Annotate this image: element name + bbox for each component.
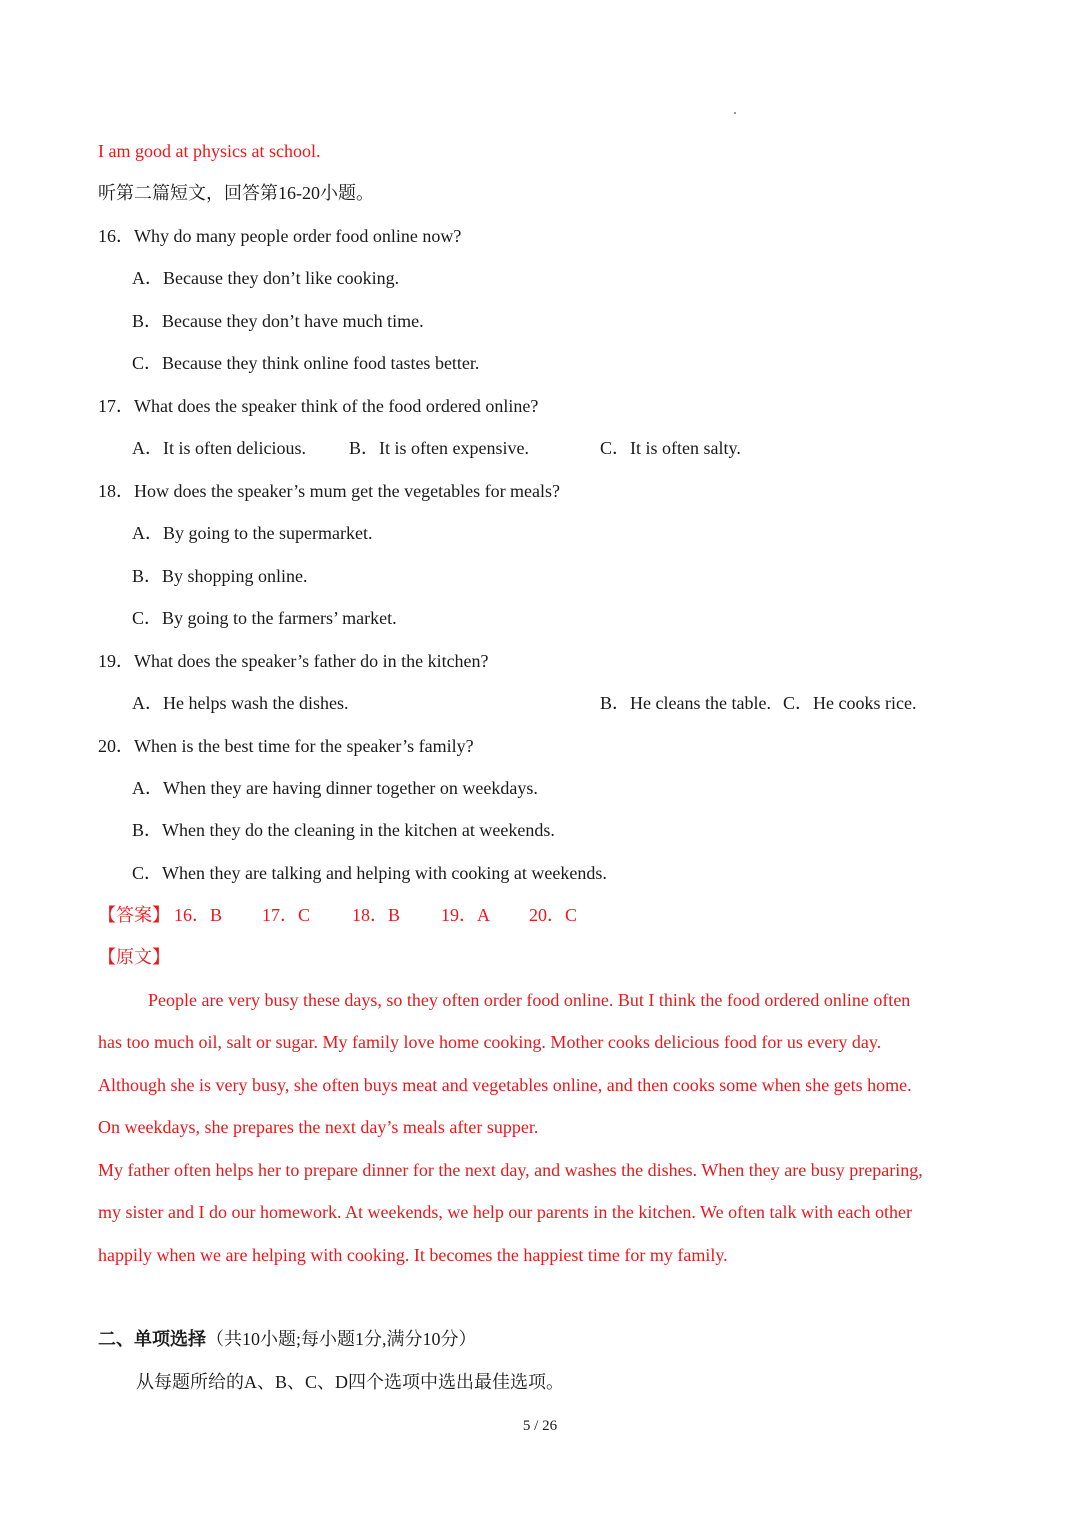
question-19-option-a: A．He helps wash the dishes. [132, 693, 349, 713]
original-text-line: my sister and I do our homework. At weekends, we help our parents in the kitchen. We often talk with each other [98, 1202, 912, 1222]
original-text-line: happily when we are helping with cooking. It becomes the happiest time for my family. [98, 1245, 728, 1265]
question-17-option-b: B．It is often expensive. [349, 438, 529, 458]
original-text-line: has too much oil, salt or sugar. My family love home cooking. Mother cooks delicious food for us every day. [98, 1032, 882, 1052]
question-20-option-c: C．When they are talking and helping with cooking at weekends. [132, 863, 607, 883]
question-16-option-b: B．Because they don’t have much time. [132, 311, 424, 331]
question-18-option-c: C．By going to the farmers’ market. [132, 608, 397, 628]
original-label: 【原文】 [98, 947, 170, 967]
question-20-stem: 20．When is the best time for the speaker’s family? [98, 736, 474, 756]
section-2-note: （共10小题;每小题1分,满分10分） [206, 1329, 477, 1349]
section-2-instruction: 从每题所给的A、B、C、D四个选项中选出最佳选项。 [136, 1372, 565, 1392]
question-19-option-c: C．He cooks rice. [783, 693, 917, 713]
previous-answer-line: I am good at physics at school. [98, 141, 321, 161]
question-18-stem: 18．How does the speaker’s mum get the vegetables for meals? [98, 481, 561, 501]
question-16-option-c: C．Because they think online food tastes better. [132, 353, 480, 373]
question-18-option-b: B．By shopping online. [132, 566, 308, 586]
answer-20: 20．C [529, 905, 578, 925]
section-2-title: 二、单项选择 [98, 1329, 206, 1349]
answer-18: 18．B [352, 905, 401, 925]
section-2-heading [98, 1327, 477, 1351]
scan-speck [734, 112, 736, 114]
original-text-line: Although she is very busy, she often buys meat and vegetables online, and then cooks some when she gets home. [98, 1075, 912, 1095]
original-text-line: My father often helps her to prepare dinner for the next day, and washes the dishes. When they are busy preparing, [98, 1160, 923, 1180]
original-text-line: People are very busy these days, so they often order food online. But I think the food ordered online often [148, 990, 911, 1010]
question-16-option-a: A．Because they don’t like cooking. [132, 268, 400, 288]
answer-19: 19．A [441, 905, 490, 925]
question-17-stem: 17．What does the speaker think of the food ordered online? [98, 396, 539, 416]
question-20-option-b: B．When they do the cleaning in the kitchen at weekends. [132, 820, 555, 840]
question-18-option-a: A．By going to the supermarket. [132, 523, 373, 543]
question-19-option-b: B．He cleans the table. [600, 693, 771, 713]
question-16-stem: 16．Why do many people order food online now? [98, 226, 462, 246]
question-19-stem: 19．What does the speaker’s father do in the kitchen? [98, 651, 489, 671]
question-17-option-c: C．It is often salty. [600, 438, 741, 458]
page-number: 5 / 26 [522, 1418, 558, 1434]
passage-intro: 听第二篇短文，回答第16-20小题。 [98, 183, 374, 203]
answer-label: 【答案】 [98, 905, 170, 925]
question-17-option-a: A．It is often delicious. [132, 438, 306, 458]
answer-16: 16．B [174, 905, 223, 925]
answer-17: 17．C [262, 905, 311, 925]
question-20-option-a: A．When they are having dinner together on weekdays. [132, 778, 538, 798]
original-text-line: On weekdays, she prepares the next day’s meals after supper. [98, 1117, 539, 1137]
